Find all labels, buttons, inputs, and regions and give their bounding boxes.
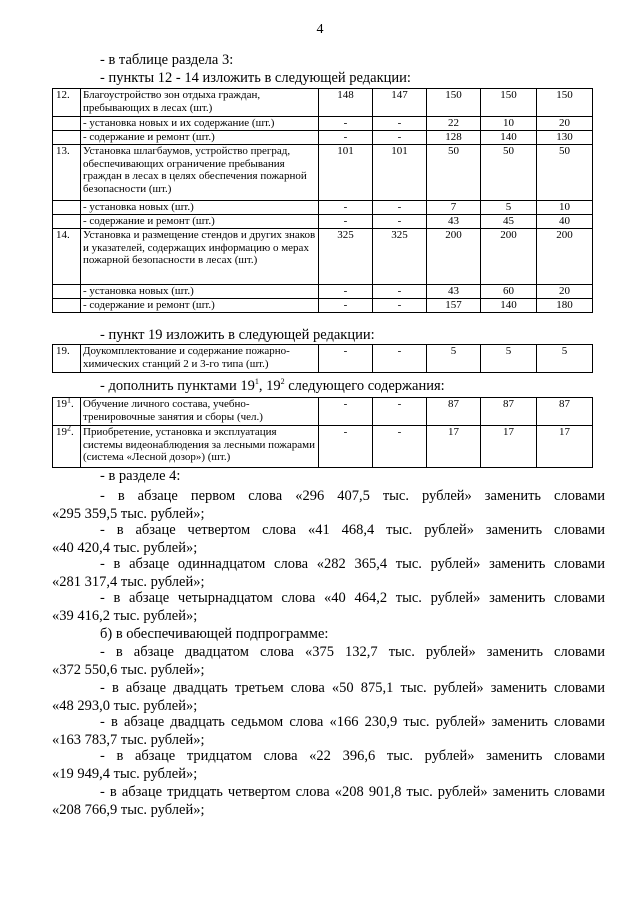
row-code — [53, 395, 81, 426]
row-value: 200 — [481, 229, 537, 285]
row-value: 147 — [373, 89, 427, 117]
row-value: - — [319, 285, 373, 299]
row-value: 20 — [537, 117, 593, 131]
row-value: - — [373, 285, 427, 299]
row-value: 101 — [373, 145, 427, 201]
row-value: - — [373, 201, 427, 215]
row-value: 5 — [481, 345, 537, 373]
row-value: - — [319, 131, 373, 145]
table-row — [53, 215, 593, 229]
addition-heading-sup1: 1 — [254, 377, 259, 387]
row-value: 50 — [537, 145, 593, 201]
row-value: 101 — [319, 145, 373, 201]
row-value: 157 — [427, 299, 481, 313]
row-value: 140 — [481, 299, 537, 313]
row-value: 87 — [427, 398, 481, 426]
row-value: 148 — [319, 89, 373, 117]
row-value: 43 — [427, 285, 481, 299]
addition-heading-post: следующего содержания: — [284, 378, 445, 394]
row-value: 5 — [427, 345, 481, 373]
row-value: 200 — [537, 229, 593, 285]
intro-line-1: - в таблице раздела 3: — [100, 52, 234, 68]
row-code-dot: . — [71, 398, 74, 410]
subprogram-p1-line2: «372 550,6 тыс. рублей»; — [52, 662, 205, 678]
row-value: 10 — [537, 201, 593, 215]
row-value: 150 — [481, 89, 537, 117]
row-value: 45 — [481, 215, 537, 229]
subprogram-p5-line1: - в абзаце тридцать четвертом слова «208 901,8 тыс. рублей» заменить словами — [100, 784, 605, 800]
row-value: 200 — [427, 229, 481, 285]
row-value: - — [319, 215, 373, 229]
row-value: - — [373, 299, 427, 313]
row-value: 180 — [537, 299, 593, 313]
row-title: Доукомплектование и содержание пожарно-химических станций 2 и 3-го типа (шт.) — [81, 345, 319, 373]
row-code — [53, 215, 81, 229]
section4-p2-line1: - в абзаце четвертом слова «41 468,4 тыс. рублей» заменить словами — [100, 522, 605, 538]
table-point-19 — [52, 344, 593, 373]
table-section3-points-12-14 — [52, 88, 593, 313]
row-value: - — [373, 215, 427, 229]
row-title: - установка новых (шт.) — [81, 201, 319, 215]
row-value: 43 — [427, 215, 481, 229]
row-value: 5 — [481, 201, 537, 215]
table-row — [53, 285, 593, 299]
subprogram-p4-line1: - в абзаце тридцатом слова «22 396,6 тыс. рублей» заменить словами — [100, 748, 605, 764]
table-row — [53, 229, 593, 285]
row-title: Установка шлагбаумов, устройство преград, обеспечивающих ограничение пребывания граждан в лесах в целях обеспечения пожарной безопасности (шт.) — [81, 145, 319, 201]
row-value: 130 — [537, 131, 593, 145]
row-title: Благоустройство зон отдыха граждан, пребывающих в лесах (шт.) — [81, 89, 319, 117]
row-value: - — [373, 426, 427, 468]
row-value: - — [319, 117, 373, 131]
row-value: - — [373, 398, 427, 426]
row-value: 20 — [537, 285, 593, 299]
subprogram-p5-line2: «208 766,9 тыс. рублей»; — [52, 802, 205, 818]
row-code-number: 19 — [56, 426, 67, 438]
row-code — [53, 201, 81, 215]
point19-heading: - пункт 19 изложить в следующей редакции: — [100, 327, 375, 343]
row-value: 17 — [537, 426, 593, 468]
row-title: Установка и размещение стендов и других знаков и указателей, содержащих информацию о мерах пожарной безопасности в лесах (шт.) — [81, 229, 319, 285]
row-code — [53, 299, 81, 313]
row-code: 12. — [53, 89, 81, 117]
subprogram-p4-line2: «19 949,4 тыс. рублей»; — [52, 766, 198, 782]
row-title: - содержание и ремонт (шт.) — [81, 215, 319, 229]
section4-p1-line1: - в абзаце первом слова «296 407,5 тыс. рублей» заменить словами — [100, 488, 605, 504]
section4-p2-line2: «40 420,4 тыс. рублей»; — [52, 540, 198, 556]
row-value: 17 — [481, 426, 537, 468]
section4-p1-line2: «295 359,5 тыс. рублей»; — [52, 506, 205, 522]
row-value: 325 — [319, 229, 373, 285]
row-value: 50 — [427, 145, 481, 201]
row-code-number: 19 — [56, 398, 67, 410]
row-code: 13. — [53, 145, 81, 201]
row-code-dot: . — [71, 426, 74, 438]
addition-heading-mid: , 19 — [258, 378, 281, 394]
subprogram-p3-line1: - в абзаце двадцать седьмом слова «166 230,9 тыс. рублей» заменить словами — [100, 714, 605, 730]
row-value: 7 — [427, 201, 481, 215]
row-value: 60 — [481, 285, 537, 299]
table-row — [53, 398, 593, 426]
table-row — [53, 426, 593, 468]
row-code — [53, 423, 81, 468]
table-row — [53, 299, 593, 313]
page-number: 4 — [316, 22, 324, 37]
row-title: - установка новых и их содержание (шт.) — [81, 117, 319, 131]
row-value: 128 — [427, 131, 481, 145]
row-value: - — [373, 345, 427, 373]
subprogram-p1-line1: - в абзаце двадцатом слова «375 132,7 тыс. рублей» заменить словами — [100, 644, 605, 660]
row-value: 150 — [427, 89, 481, 117]
row-title: Обучение личного состава, учебно-тренировочные занятия и сборы (чел.) — [81, 398, 319, 426]
row-value: 10 — [481, 117, 537, 131]
row-code: 19. — [53, 345, 81, 373]
table-points-19-1-19-2 — [52, 397, 593, 468]
row-code — [53, 285, 81, 299]
row-value: - — [319, 201, 373, 215]
section4-p3-line2: «281 317,4 тыс. рублей»; — [52, 574, 205, 590]
row-title: Приобретение, установка и эксплуатация системы видеонаблюдения за лесными пожарами (система «Лесной дозор») (шт.) — [81, 426, 319, 468]
row-value: - — [319, 426, 373, 468]
row-value: - — [319, 398, 373, 426]
row-value: - — [373, 117, 427, 131]
intro-line-2: - пункты 12 - 14 изложить в следующей редакции: — [100, 70, 411, 86]
row-value: 87 — [537, 398, 593, 426]
row-title: - установка новых (шт.) — [81, 285, 319, 299]
section4-p4-line2: «39 416,2 тыс. рублей»; — [52, 608, 198, 624]
row-code: 14. — [53, 229, 81, 285]
table-row — [53, 131, 593, 145]
table-row — [53, 145, 593, 201]
row-value: - — [319, 345, 373, 373]
addition-heading-sup2: 2 — [280, 377, 285, 387]
subprogram-p3-line2: «163 783,7 тыс. рублей»; — [52, 732, 205, 748]
table-row — [53, 89, 593, 117]
section4-heading: - в разделе 4: — [100, 468, 181, 484]
subprogram-p2-line1: - в абзаце двадцать третьем слова «50 875,1 тыс. рублей» заменить словами — [100, 680, 605, 696]
row-code — [53, 117, 81, 131]
row-value: 87 — [481, 398, 537, 426]
row-title: - содержание и ремонт (шт.) — [81, 131, 319, 145]
addition-heading — [100, 378, 445, 395]
section4-p3-line1: - в абзаце одиннадцатом слова «282 365,4 тыс. рублей» заменить словами — [100, 556, 605, 572]
addition-heading-pre: - дополнить пунктами 19 — [100, 378, 255, 394]
row-title: - содержание и ремонт (шт.) — [81, 299, 319, 313]
subprogram-p2-line2: «48 293,0 тыс. рублей»; — [52, 698, 198, 714]
row-value: 325 — [373, 229, 427, 285]
row-value: - — [319, 299, 373, 313]
row-value: 140 — [481, 131, 537, 145]
row-value: 22 — [427, 117, 481, 131]
row-code — [53, 131, 81, 145]
table-row — [53, 117, 593, 131]
table-row — [53, 345, 593, 373]
section4-p4-line1: - в абзаце четырнадцатом слова «40 464,2 тыс. рублей» заменить словами — [100, 590, 605, 606]
row-value: - — [373, 131, 427, 145]
subprogram-heading: б) в обеспечивающей подпрограмме: — [100, 626, 329, 642]
row-value: 5 — [537, 345, 593, 373]
table-row — [53, 201, 593, 215]
row-code-superscript: 1 — [67, 395, 71, 405]
row-value: 40 — [537, 215, 593, 229]
row-value: 150 — [537, 89, 593, 117]
row-value: 50 — [481, 145, 537, 201]
row-value: 17 — [427, 426, 481, 468]
row-code-superscript: 2 — [67, 423, 71, 433]
